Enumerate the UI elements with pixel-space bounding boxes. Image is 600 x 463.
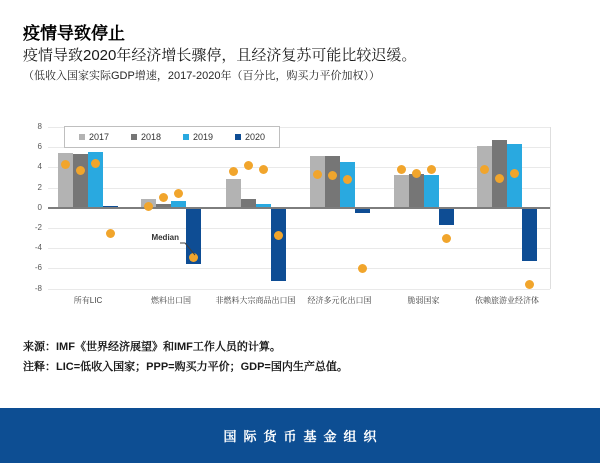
median-dot-2017 (397, 165, 406, 174)
category-label: 燃料出口国 (151, 296, 191, 305)
median-annotation-label: Median (151, 233, 179, 242)
y-axis-tick-label: 0 (37, 202, 42, 212)
gridline (48, 268, 550, 269)
bar-2020 (439, 209, 454, 225)
legend-item-2019 (183, 132, 213, 142)
median-dot-2017 (144, 202, 153, 211)
category-label: 所有LIC (73, 296, 103, 305)
category-label: 依赖旅游业经济体 (475, 296, 539, 305)
gridline (48, 188, 550, 189)
gridline (48, 167, 550, 168)
median-dot-2017 (480, 165, 489, 174)
median-dot-2019 (259, 165, 268, 174)
median-dot-2019 (174, 189, 183, 198)
legend-item-2017 (79, 132, 109, 142)
median-dot-2018 (412, 169, 421, 178)
median-dot-2020 (525, 280, 534, 289)
bar-2018 (73, 154, 88, 207)
legend-item-2020 (235, 132, 265, 142)
bar-2017 (394, 175, 409, 207)
plot-right-border (550, 127, 551, 289)
median-dot-2017 (61, 160, 70, 169)
median-dot-2018 (159, 193, 168, 202)
legend-label: 2018 (140, 132, 161, 142)
legend-label: 2017 (88, 132, 109, 142)
page-subtitle: 疫情导致2020年经济增长骤停，且经济复苏可能比较迟缓。 (23, 47, 417, 64)
bar-2019 (424, 175, 439, 207)
footnotes (23, 341, 583, 381)
median-dot-2018 (244, 161, 253, 170)
chart-legend (64, 126, 280, 148)
legend-item-2018 (131, 132, 161, 142)
legend-swatch (79, 134, 85, 140)
gridline (48, 228, 550, 229)
y-axis-tick-label: 2 (37, 182, 42, 192)
y-axis-tick-label: -8 (34, 283, 42, 293)
page-title: 疫情导致停止 (23, 24, 125, 43)
median-dot-2018 (76, 166, 85, 175)
imf-footer-bar (0, 408, 600, 463)
category-label: 脆弱国家 (407, 296, 440, 305)
legend-swatch (183, 134, 189, 140)
legend-swatch (131, 134, 137, 140)
median-dot-2020 (358, 264, 367, 273)
median-dot-2018 (495, 174, 504, 183)
bar-2019 (340, 162, 355, 207)
legend-label: 2020 (245, 132, 266, 142)
legend-swatch (235, 134, 241, 140)
median-dot-2020 (106, 229, 115, 238)
bar-2018 (409, 174, 424, 207)
gridline (48, 289, 550, 290)
bar-2018 (325, 156, 340, 207)
bar-2020 (522, 209, 537, 261)
zero-axis-line (48, 207, 550, 209)
median-dot-2019 (427, 165, 436, 174)
median-dot-2017 (313, 170, 322, 179)
y-axis-tick-label: 8 (37, 122, 42, 131)
category-label: 经济多元化出口国 (307, 296, 372, 305)
category-label: 非燃料大宗商品出口国 (215, 296, 296, 305)
bar-2017 (477, 146, 492, 208)
chart-spec-line: （低收入国家实际GDP增速，2017-2020年（百分比，购买力平价加权）） (23, 70, 380, 82)
median-dot-2019 (343, 175, 352, 184)
legend-label: 2019 (193, 132, 214, 142)
note-line: 注释：LIC=低收入国家；PPP=购买力平价；GDP=国内生产总值。 (23, 361, 348, 373)
imf-brand-text: 国际货币基金组织 (223, 429, 384, 444)
gridline (48, 248, 550, 249)
median-dot-2019 (91, 159, 100, 168)
median-dot-2020 (274, 231, 283, 240)
median-dot-2017 (229, 167, 238, 176)
bar-2017 (226, 179, 241, 207)
source-line: 来源：IMF《世界经济展望》和IMF工作人员的计算。 (23, 341, 281, 353)
median-dot-2019 (510, 169, 519, 178)
median-annotation-connector (180, 240, 198, 258)
bar-2020 (355, 209, 370, 213)
bar-2017 (310, 156, 325, 207)
median-dot-2018 (328, 171, 337, 180)
bar-2020 (271, 209, 286, 282)
y-axis-tick-label: -6 (34, 263, 42, 273)
y-axis-tick-label: 4 (37, 162, 42, 172)
median-dot-2020 (442, 234, 451, 243)
y-axis-tick-label: -4 (34, 243, 42, 253)
y-axis-tick-label: -2 (34, 222, 42, 232)
y-axis-tick-label: 6 (37, 142, 42, 152)
